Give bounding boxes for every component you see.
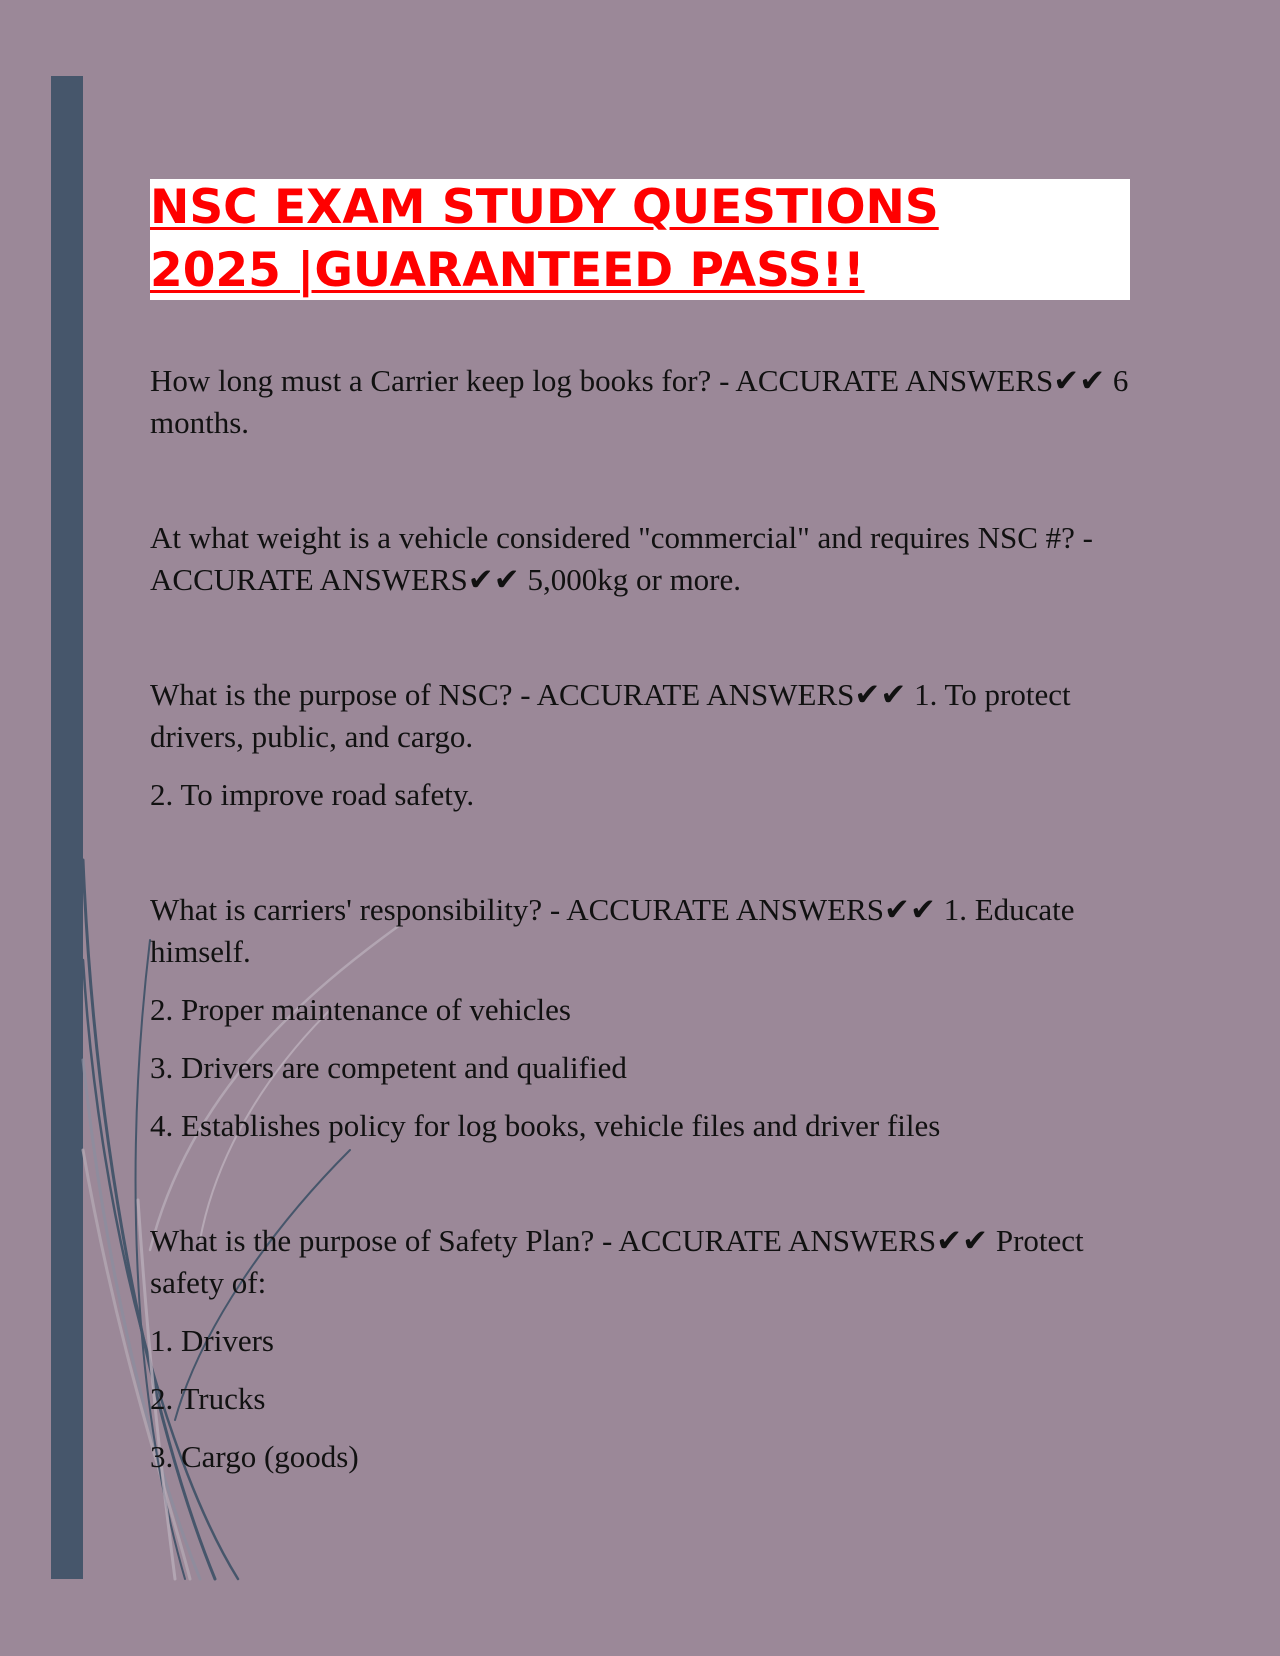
answer-line: 3. Cargo (goods) xyxy=(150,1439,359,1474)
question-block xyxy=(150,360,1130,444)
document-title xyxy=(150,176,1130,302)
question-block xyxy=(150,1220,1130,1478)
answer-line: 3. Drivers are competent and qualified xyxy=(150,1050,627,1085)
question-block xyxy=(150,674,1130,816)
question-text: How long must a Carrier keep log books for? - ACCURATE ANSWERS✔✔ 6 months. xyxy=(150,363,1129,440)
answer-line: 2. Proper maintenance of vehicles xyxy=(150,992,571,1027)
answer-line: 4. Establishes policy for log books, vehicle files and driver files xyxy=(150,1108,941,1143)
title-line-1: NSC EXAM STUDY QUESTIONS xyxy=(150,180,939,235)
decorative-sidebar xyxy=(51,76,83,1579)
answer-line: 2. To improve road safety. xyxy=(150,777,475,812)
question-text: What is the purpose of Safety Plan? - ACCURATE ANSWERS✔✔ Protect safety of: xyxy=(150,1223,1084,1300)
question-list xyxy=(150,360,1130,1478)
question-text: At what weight is a vehicle considered "commercial" and requires NSC #? - ACCURATE ANSWERS✔✔ 5,000kg or more. xyxy=(150,520,1093,597)
question-text: What is the purpose of NSC? - ACCURATE ANSWERS✔✔ 1. To protect drivers, public, and cargo. xyxy=(150,677,1071,754)
title-line-2: 2025 |GUARANTEED PASS!! xyxy=(150,243,865,298)
answer-line: 2. Trucks xyxy=(150,1381,266,1416)
answer-line: 1. Drivers xyxy=(150,1323,274,1358)
question-text: What is carriers' responsibility? - ACCURATE ANSWERS✔✔ 1. Educate himself. xyxy=(150,892,1075,969)
question-block xyxy=(150,517,1130,601)
question-block xyxy=(150,889,1130,1147)
